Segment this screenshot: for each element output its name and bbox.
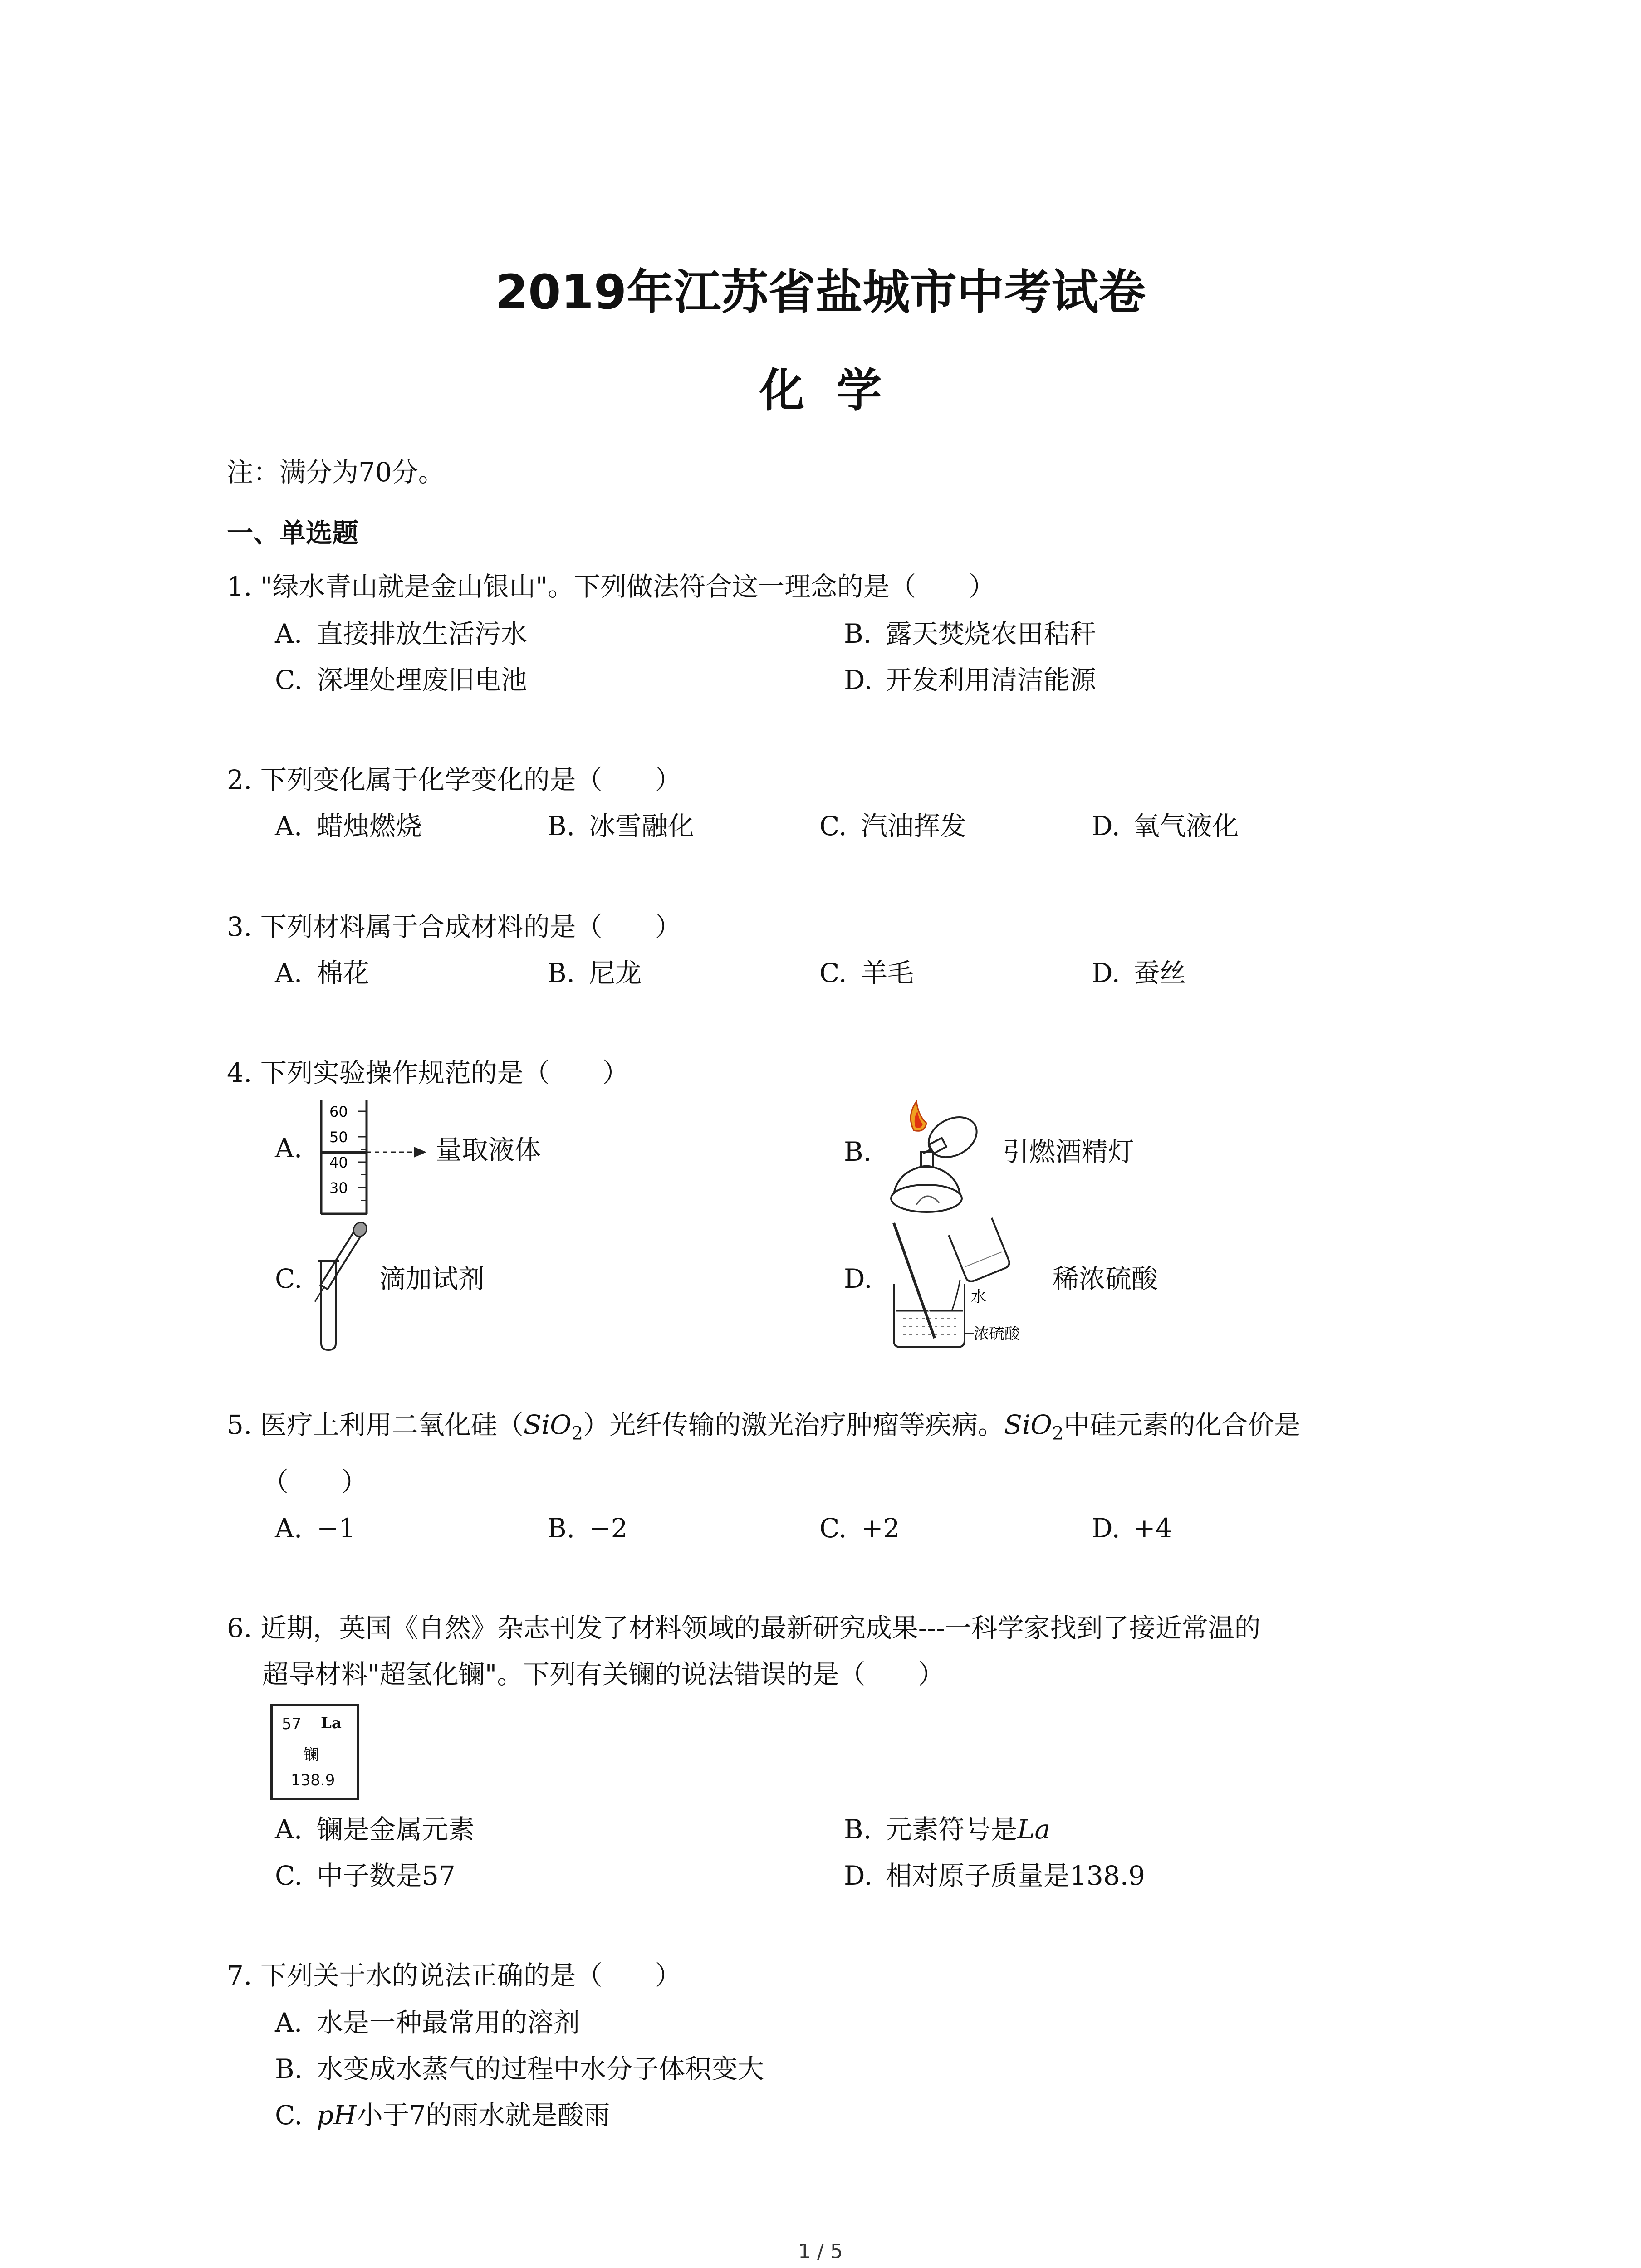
q3-option-a: A. 棉花: [275, 958, 370, 988]
element-name: 镧: [304, 1746, 319, 1764]
water-label: 水: [971, 1288, 986, 1306]
q1-option-d: D. 开发利用清洁能源: [844, 665, 1097, 695]
dilution-figure: [889, 1216, 1053, 1352]
q4-option-a-letter: A.: [275, 1133, 303, 1163]
q5-option-c: C. +2: [819, 1513, 900, 1544]
q6-option-c: C. 中子数是57: [275, 1860, 456, 1891]
q7-option-a: A. 水是一种最常用的溶剂: [275, 2007, 580, 2038]
q1-option-a: A. 直接排放生活污水: [275, 618, 528, 649]
q2-option-c: C. 汽油挥发: [819, 811, 967, 841]
q6-stem: 6. 近期，英国《自然》杂志刊发了材料领域的最新研究成果---一科学家找到了接近常温的: [227, 1613, 1261, 1643]
q7-option-c: C. pH小于7的雨水就是酸雨: [275, 2100, 610, 2131]
q6-option-a: A. 镧是金属元素: [275, 1814, 475, 1845]
tick-50: 50: [329, 1129, 348, 1146]
element-symbol: La: [321, 1714, 342, 1732]
q1-option-b: B. 露天焚烧农田秸秆: [844, 618, 1097, 649]
q4-option-a-text: 量取液体: [436, 1134, 541, 1165]
q5-stem: 5. 医疗上利用二氧化硅（SiO$_2$）光纤传输的激光治疗肿瘤等疾病。SiO$_2$中硅元素的化合价是: [227, 1409, 1301, 1444]
q3-option-b: B. 尼龙: [547, 958, 642, 988]
acid-label: 浓硫酸: [974, 1325, 1020, 1343]
q2-option-b: B. 冰雪融化: [547, 811, 695, 841]
section-heading: 一、单选题: [227, 518, 359, 548]
q5-option-d: D. +4: [1092, 1513, 1172, 1544]
exam-title: 2019年江苏省盐城市中考试卷: [495, 264, 1146, 320]
q4-option-d-letter: D.: [844, 1263, 872, 1294]
page-number: 1 / 5: [798, 2240, 843, 2263]
subject-title: 化 学: [759, 364, 882, 417]
q3-stem: 3. 下列材料属于合成材料的是（ ）: [227, 911, 681, 942]
q7-option-b: B. 水变成水蒸气的过程中水分子体积变大: [275, 2053, 764, 2084]
q5-option-a: A. −1: [275, 1513, 356, 1544]
q1-option-c: C. 深埋处理废旧电池: [275, 665, 528, 695]
q5-stem-line2: （ ）: [262, 1466, 368, 1497]
q6-option-b: B. 元素符号是La: [844, 1814, 1051, 1845]
element-card: [270, 1704, 359, 1800]
q4-option-d-text: 稀浓硫酸: [1053, 1263, 1158, 1294]
q2-option-d: D. 氧气液化: [1092, 811, 1239, 841]
q3-option-c: C. 羊毛: [819, 958, 914, 988]
q4-option-c-text: 滴加试剂: [379, 1263, 485, 1294]
dropper-figure: [313, 1216, 386, 1352]
q6-stem-line2: 超导材料"超氢化镧"。下列有关镧的说法错误的是（ ）: [262, 1659, 945, 1690]
q3-option-d: D. 蚕丝: [1092, 958, 1186, 988]
q5-option-b: B. −2: [547, 1513, 628, 1544]
score-note: 注：满分为70分。: [227, 457, 445, 488]
q4-option-c-letter: C.: [275, 1263, 303, 1294]
atomic-number: 57: [282, 1715, 302, 1733]
q6-option-d: D. 相对原子质量是138.9: [844, 1860, 1146, 1891]
q1-stem: 1. "绿水青山就是金山银山"。下列做法符合这一理念的是（ ）: [227, 571, 995, 602]
q2-option-a: A. 蜡烛燃烧: [275, 811, 422, 841]
tick-60: 60: [329, 1103, 348, 1120]
q4-option-b-letter: B.: [844, 1136, 872, 1167]
alcohol-lamp-figure: [885, 1098, 998, 1216]
q7-stem: 7. 下列关于水的说法正确的是（ ）: [227, 1960, 681, 1991]
tick-30: 30: [329, 1179, 348, 1197]
q4-option-b-text: 引燃酒精灯: [1003, 1136, 1135, 1167]
q4-stem: 4. 下列实验操作规范的是（ ）: [227, 1057, 629, 1088]
graduated-cylinder-figure: [313, 1098, 436, 1216]
tick-40: 40: [329, 1154, 348, 1171]
atomic-mass: 138.9: [291, 1771, 335, 1789]
q2-stem: 2. 下列变化属于化学变化的是（ ）: [227, 764, 681, 795]
